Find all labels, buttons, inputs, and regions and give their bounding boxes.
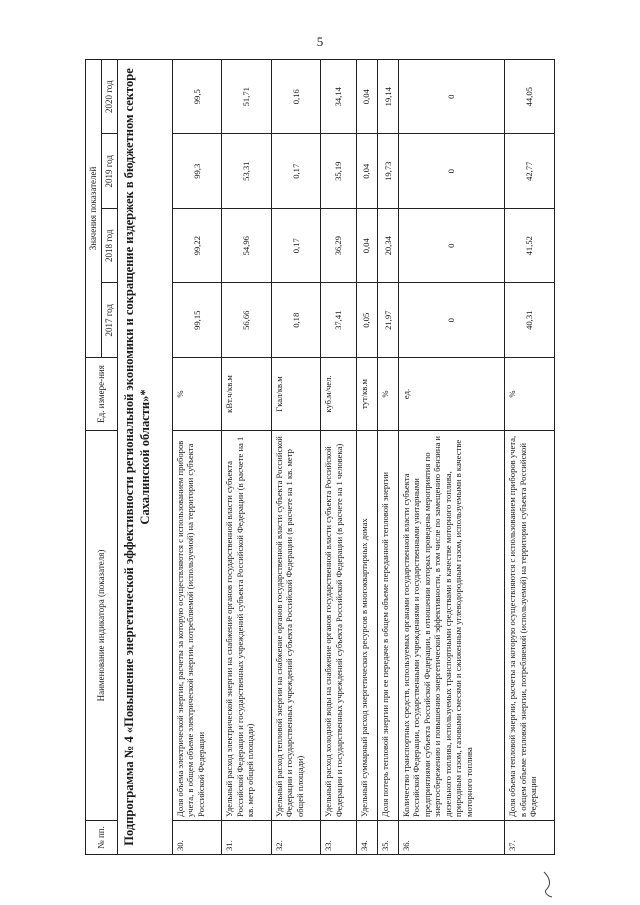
- row-value: 20,34: [377, 209, 398, 284]
- row-number: 31.: [222, 821, 272, 855]
- table-row: [172, 59, 222, 854]
- row-value: 0,04: [356, 134, 377, 209]
- row-value: 99,22: [172, 209, 222, 284]
- row-unit: тут/кв.м: [356, 358, 377, 431]
- row-value: 42,77: [505, 134, 555, 209]
- row-value: 19,14: [377, 59, 398, 134]
- row-number: 36.: [398, 821, 505, 855]
- row-value: 56,66: [222, 283, 272, 358]
- row-value: 40,31: [505, 283, 555, 358]
- row-number: 34.: [356, 821, 377, 855]
- row-unit: ед.: [398, 358, 505, 431]
- header-num: № пп.: [86, 821, 118, 855]
- table-row: [271, 59, 321, 854]
- row-value: 0: [398, 283, 505, 358]
- row-unit: куб.м/чел.: [321, 358, 356, 431]
- header-unit: Ед. измере-ния: [86, 358, 118, 431]
- row-value: 0,18: [271, 283, 321, 358]
- row-value: 53,31: [222, 134, 272, 209]
- row-indicator-name: Удельный расход тепловой энергии на снабжение органов государственной власти субъекта Российской Федерации и государственных учреждений субъекта Российской Федерации (в расчете на 1 кв. метр общей площади): [271, 431, 321, 821]
- row-unit: Гкал/кв.м: [271, 358, 321, 431]
- row-indicator-name: Количество транспортных средств, используемых органами государственной власти субъекта Российской Федерации, государственными учреждениями и государственными унитарными предприятиями субъекта Российской Федерации, в отношении которых проведены мероприятия по энергосбережению и повышению энергетической эффективности, в том числе по замещению бензина и дизельного топлива, используемых транспортными средствами в качестве моторного топлива, природным газом, газовыми смесями и сжиженным углеводородным газом, используемыми в качестве моторного топлива: [398, 431, 505, 821]
- table-row: [377, 59, 398, 854]
- row-unit: %: [172, 358, 222, 431]
- table-row: [356, 59, 377, 854]
- row-unit: %: [377, 358, 398, 431]
- row-indicator-name: Удельный суммарный расход энергетических ресурсов в многоквартирных домах: [356, 431, 377, 821]
- header-values-group: Значения показателей: [86, 59, 102, 357]
- table-row: [505, 59, 555, 854]
- header-year: 2017 год: [101, 283, 117, 358]
- row-indicator-name: Доля объема электрической энергии, расчеты за которую осуществляются с использованием приборов учета, в общем объеме электрической энергии, потребляемой (используемой) на территории субъекта Российской Федерации: [172, 431, 222, 821]
- row-value: 0: [398, 209, 505, 284]
- row-number: 37.: [505, 821, 555, 855]
- row-value: 44,05: [505, 59, 555, 134]
- row-value: 0: [398, 134, 505, 209]
- row-number: 35.: [377, 821, 398, 855]
- row-indicator-name: Доля объема тепловой энергии, расчеты за которую осуществляются с использованием приборов учета, в общем объеме тепловой энергии, потребляемой (используемой) на территории субъекта Российской Федерации: [505, 431, 555, 821]
- row-number: 32.: [271, 821, 321, 855]
- row-value: 0,05: [356, 283, 377, 358]
- row-value: 99,5: [172, 59, 222, 134]
- row-value: 0,17: [271, 209, 321, 284]
- row-value: 54,96: [222, 209, 272, 284]
- table-row: [222, 59, 272, 854]
- row-value: 0,16: [271, 59, 321, 134]
- row-value: 34,14: [321, 59, 356, 134]
- signature-mark: [540, 870, 556, 898]
- header-year: 2019 год: [101, 134, 117, 209]
- row-value: 0: [398, 59, 505, 134]
- row-value: 37,41: [321, 283, 356, 358]
- rotated-table-container: [85, 60, 555, 855]
- table-row: [321, 59, 356, 854]
- row-value: 99,3: [172, 134, 222, 209]
- row-value: 0,04: [356, 209, 377, 284]
- row-number: 30.: [172, 821, 222, 855]
- row-unit: %: [505, 358, 555, 431]
- row-value: 21,97: [377, 283, 398, 358]
- header-year: 2020 год: [101, 59, 117, 134]
- row-value: 41,52: [505, 209, 555, 284]
- row-value: 0,17: [271, 134, 321, 209]
- row-value: 36,29: [321, 209, 356, 284]
- row-indicator-name: Доля потерь тепловой энергии при ее передаче в общем объеме переданной тепловой энергии: [377, 431, 398, 821]
- table-row: [398, 59, 505, 854]
- row-indicator-name: Удельный расход холодной воды на снабжение органов государственной власти субъекта Российской Федерации и государственных учреждений субъекта Российской Федерации (в расчете на 1 человека): [321, 431, 356, 821]
- header-name: Наименование индикатора (показателя): [86, 431, 118, 821]
- subprogram-row: [117, 59, 172, 854]
- header-year: 2018 год: [101, 209, 117, 284]
- row-value: 19,73: [377, 134, 398, 209]
- row-value: 0,04: [356, 59, 377, 134]
- row-unit: кВт.ч/кв.м: [222, 358, 272, 431]
- row-value: 51,71: [222, 59, 272, 134]
- row-indicator-name: Удельный расход электрической энергии на снабжение органов государственной власти субъекта Российской Федерации и государственных учреждений субъекта Российской Федерации (в расчете на 1 кв. метр общей площади): [222, 431, 272, 821]
- row-value: 35,19: [321, 134, 356, 209]
- row-number: 33.: [321, 821, 356, 855]
- indicators-table: [85, 59, 555, 855]
- header-row: [86, 59, 102, 854]
- row-value: 99,15: [172, 283, 222, 358]
- subprogram-title: Подпрограмма № 4 «Повышение энергетической эффективности региональной экономики и сокращение издержек в бюджетном секторе Сахалинской области»*: [117, 59, 172, 854]
- page-number: 5: [316, 34, 324, 49]
